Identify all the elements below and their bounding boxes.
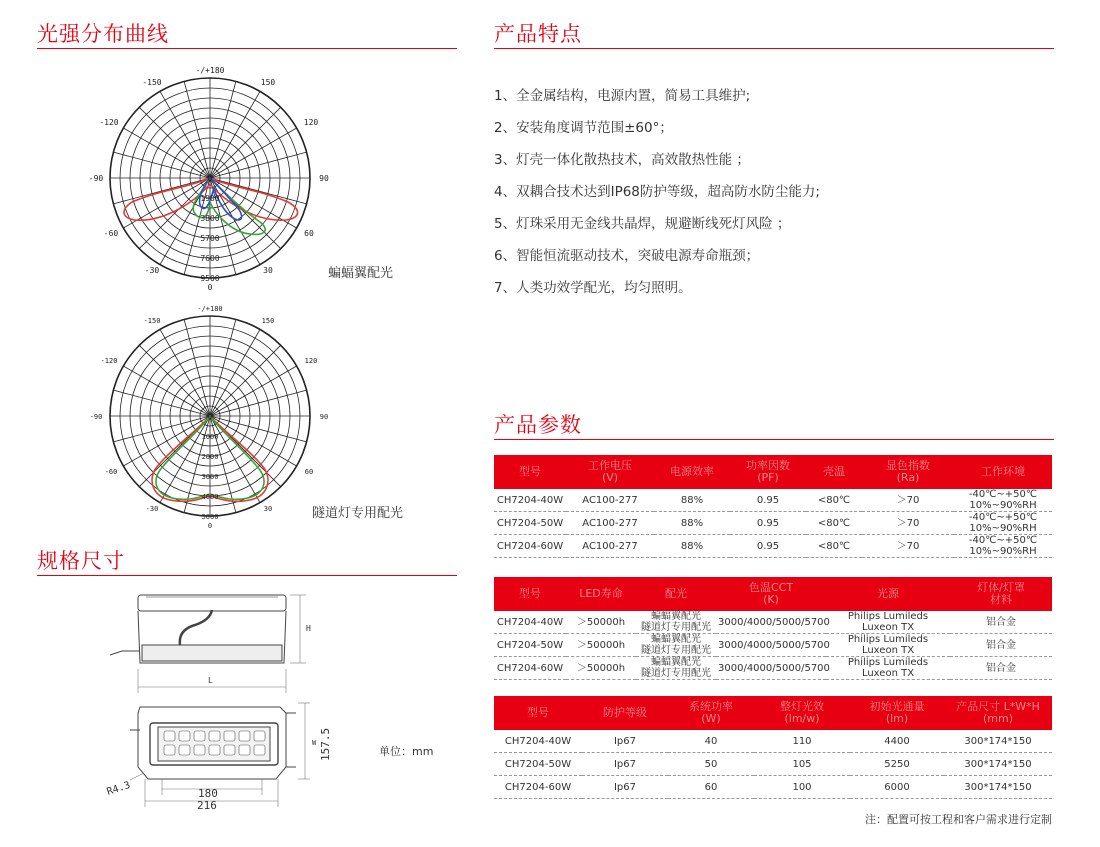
polar-caption-batwing: 蝙蝠翼配光 xyxy=(328,266,394,281)
table-header-cell: 型号 xyxy=(494,696,582,730)
table-cell: 300*174*150 xyxy=(944,753,1052,776)
table-cell: 50 xyxy=(668,753,754,776)
polar-ring-label: 1900 xyxy=(200,194,220,203)
table-cell: CH7204-60W xyxy=(494,657,566,680)
led-module xyxy=(194,731,205,741)
table-row xyxy=(494,776,1052,799)
polar-angle-label: 120 xyxy=(303,118,319,127)
polar-diagram-tunnel xyxy=(89,305,330,545)
polar-center-label: 0 xyxy=(207,174,213,183)
polar-angle-label: 150 xyxy=(261,317,275,325)
table-cell: Philips Lumileds Luxeon TX xyxy=(826,657,950,680)
polar-angle-label: 0 xyxy=(207,522,213,530)
table-header-cell: 电源效率 xyxy=(654,455,730,489)
table-cell: 88% xyxy=(654,512,730,535)
polar-spoke xyxy=(123,128,210,178)
polar-spoke xyxy=(210,128,297,178)
footnote: 注：配置可按工程和客户需求进行定制 xyxy=(865,813,1052,826)
table-header-cell: LED寿命 xyxy=(566,577,636,611)
table-header-cell: 灯体/灯罩 材料 xyxy=(950,577,1052,611)
table-header-row xyxy=(494,455,1052,489)
table-row xyxy=(494,634,1052,657)
table-cell: AC100-277 xyxy=(566,512,654,535)
polar-diagram-batwing xyxy=(90,62,330,297)
table-cell: AC100-277 xyxy=(566,489,654,512)
polar-ring-label: 5700 xyxy=(200,234,220,243)
polar-ring-label: 5000 xyxy=(201,513,219,521)
dim-h-label: H xyxy=(306,624,311,633)
dimension-drawing xyxy=(100,585,340,815)
table-cell: 300*174*150 xyxy=(944,730,1052,753)
table-row xyxy=(494,512,1052,535)
dim-w-label: W xyxy=(312,739,317,747)
table-cell: 4400 xyxy=(850,730,944,753)
polar-spoke xyxy=(210,178,307,204)
feature-item: 4、双耦合技术达到IP68防护等级，超高防水防尘能力; xyxy=(494,184,820,200)
dim-180: 180 xyxy=(198,787,218,800)
polar-angle-label: 30 xyxy=(263,266,273,275)
table-cell: CH7204-50W xyxy=(494,753,582,776)
param-table-performance xyxy=(494,696,1052,799)
table-cell: CH7204-50W xyxy=(494,634,566,657)
table-cell: 40 xyxy=(668,730,754,753)
polar-spoke xyxy=(210,390,307,416)
table-cell: <80℃ xyxy=(806,512,862,535)
polar-angle-label: -150 xyxy=(142,78,162,87)
title-rule xyxy=(37,575,457,576)
table-cell: ＞50000h xyxy=(566,611,636,634)
polar-spoke xyxy=(210,91,260,178)
dim-radius: R4.3 xyxy=(105,779,132,798)
polar-angle-label: 90 xyxy=(319,174,329,183)
table-header-cell: 光源 xyxy=(826,577,950,611)
polar-angle-label: 60 xyxy=(304,229,314,238)
polar-angle-label: -60 xyxy=(104,468,118,476)
polar-angle-label: -90 xyxy=(89,413,103,421)
polar-spoke xyxy=(210,329,260,416)
polar-angle-label: -30 xyxy=(145,505,159,513)
top-view xyxy=(130,703,310,807)
polar-spoke xyxy=(210,416,307,442)
table-cell: 铝合金 xyxy=(950,657,1052,680)
param-table-electrical xyxy=(494,455,1052,558)
table-cell: 铝合金 xyxy=(950,611,1052,634)
table-cell: 60 xyxy=(668,776,754,799)
table-cell: CH7204-40W xyxy=(494,611,566,634)
feature-item: 5、灯珠采用无金线共晶焊，规避断线死灯风险 ； xyxy=(494,216,791,232)
section-title-params: 产品参数 xyxy=(494,413,582,437)
led-module xyxy=(194,745,205,755)
polar-spoke xyxy=(123,366,210,416)
polar-spoke xyxy=(113,416,210,442)
polar-spoke xyxy=(210,81,236,178)
table-header-row xyxy=(494,696,1052,730)
led-module xyxy=(239,745,250,755)
led-module xyxy=(164,731,175,741)
table-cell: 100 xyxy=(754,776,850,799)
table-cell: 5250 xyxy=(850,753,944,776)
dim-1575: 157.5 xyxy=(319,727,332,761)
table-cell: CH7204-60W xyxy=(494,535,566,558)
table-cell: ＞70 xyxy=(862,489,954,512)
param-table-optical xyxy=(494,577,1052,680)
table-cell: 3000/4000/5000/5700 xyxy=(716,657,826,680)
table-cell: CH7204-50W xyxy=(494,512,566,535)
led-module xyxy=(209,745,220,755)
table-cell: ＞70 xyxy=(862,512,954,535)
table-cell: AC100-277 xyxy=(566,535,654,558)
table-header-cell: 显色指数 (Ra) xyxy=(862,455,954,489)
table-header-cell: 工作电压 (V) xyxy=(566,455,654,489)
unit-label: 单位：mm xyxy=(379,745,434,758)
table-header-cell: 壳温 xyxy=(806,455,862,489)
table-row xyxy=(494,611,1052,634)
polar-center-label: 0 xyxy=(207,413,213,421)
dim-l-label: L xyxy=(208,676,213,685)
polar-spoke xyxy=(123,416,210,466)
polar-ring-label: 3000 xyxy=(201,473,219,481)
led-module xyxy=(224,731,235,741)
table-cell: Philips Lumileds Luxeon TX xyxy=(826,611,950,634)
table-cell: 0.95 xyxy=(730,489,806,512)
table-row xyxy=(494,657,1052,680)
table-cell: ＞50000h xyxy=(566,657,636,680)
table-cell: Philips Lumileds Luxeon TX xyxy=(826,634,950,657)
table-cell: ＞70 xyxy=(862,535,954,558)
feature-list xyxy=(494,80,820,304)
led-module xyxy=(179,745,190,755)
led-module xyxy=(164,745,175,755)
polar-angle-label: -150 xyxy=(143,317,161,325)
title-rule xyxy=(494,48,1054,49)
table-row xyxy=(494,753,1052,776)
polar-angle-label: 30 xyxy=(263,505,273,513)
polar-ring-label: 4000 xyxy=(201,493,219,501)
polar-ring-label: 7600 xyxy=(200,254,220,263)
table-header-cell: 工作环境 xyxy=(954,455,1052,489)
polar-ring-label: 1000 xyxy=(201,433,219,441)
table-cell: 3000/4000/5000/5700 xyxy=(716,634,826,657)
led-module xyxy=(254,745,265,755)
table-header-cell: 功率因数 (PF) xyxy=(730,455,806,489)
table-header-cell: 产品尺寸 L*W*H (mm) xyxy=(944,696,1052,730)
led-module xyxy=(224,745,235,755)
table-cell: CH7204-40W xyxy=(494,730,582,753)
table-header-cell: 型号 xyxy=(494,455,566,489)
table-cell: 300*174*150 xyxy=(944,776,1052,799)
polar-spoke xyxy=(113,390,210,416)
polar-spoke xyxy=(184,81,210,178)
led-module xyxy=(254,731,265,741)
table-cell: Ip67 xyxy=(582,730,668,753)
section-title-features: 产品特点 xyxy=(494,22,582,46)
polar-angle-label: -60 xyxy=(103,229,119,238)
table-cell: 3000/4000/5000/5700 xyxy=(716,611,826,634)
polar-angle-label: -120 xyxy=(100,357,118,365)
polar-spoke xyxy=(160,329,210,416)
led-module xyxy=(179,731,190,741)
polar-angle-label: 150 xyxy=(260,78,276,87)
polar-ring-label: 2000 xyxy=(201,453,219,461)
table-cell: <80℃ xyxy=(806,535,862,558)
table-cell: -40℃~+50℃ 10%~90%RH xyxy=(954,489,1052,512)
polar-angle-label: 60 xyxy=(304,468,314,476)
table-cell: <80℃ xyxy=(806,489,862,512)
section-title-distribution: 光强分布曲线 xyxy=(37,22,169,46)
polar-spoke xyxy=(210,319,236,416)
polar-angle-label: 0 xyxy=(207,283,213,292)
table-cell: CH7204-40W xyxy=(494,489,566,512)
table-cell: 0.95 xyxy=(730,512,806,535)
table-cell: 蝙蝠翼配光 隧道灯专用配光 xyxy=(636,657,716,680)
table-cell: 105 xyxy=(754,753,850,776)
table-cell: Ip67 xyxy=(582,776,668,799)
dim-216: 216 xyxy=(197,799,217,812)
polar-spoke xyxy=(210,366,297,416)
table-cell: ＞50000h xyxy=(566,634,636,657)
feature-item: 6、智能恒流驱动技术，突破电源寿命瓶颈； xyxy=(494,248,760,264)
table-cell: CH7204-60W xyxy=(494,776,582,799)
table-cell: 0.95 xyxy=(730,535,806,558)
feature-item: 2、安装角度调节范围±60°； xyxy=(494,120,673,136)
polar-ring-label: 9500 xyxy=(200,274,220,283)
polar-angle-label: -120 xyxy=(99,118,119,127)
title-rule xyxy=(494,439,1054,440)
table-cell: 蝙蝠翼配光 隧道灯专用配光 xyxy=(636,634,716,657)
polar-spoke xyxy=(184,319,210,416)
polar-angle-label: -90 xyxy=(88,174,104,183)
table-cell: -40℃~+50℃ 10%~90%RH xyxy=(954,535,1052,558)
polar-ring-label: 3800 xyxy=(200,214,220,223)
table-row xyxy=(494,730,1052,753)
table-cell: 6000 xyxy=(850,776,944,799)
table-header-cell: 初始光通量 (lm) xyxy=(850,696,944,730)
feature-item: 3、灯壳一体化散热技术，高效散热性能 ； xyxy=(494,152,750,168)
section-title-dimensions: 规格尺寸 xyxy=(37,549,125,573)
led-module xyxy=(209,731,220,741)
feature-item: 1、全金属结构，电源内置，简易工具维护; xyxy=(494,88,751,104)
polar-spoke xyxy=(210,416,297,466)
polar-caption-tunnel: 隧道灯专用配光 xyxy=(312,506,404,521)
table-header-cell: 配光 xyxy=(636,577,716,611)
table-cell: 蝙蝠翼配光 隧道灯专用配光 xyxy=(636,611,716,634)
table-cell: 88% xyxy=(654,489,730,512)
led-module xyxy=(239,731,250,741)
polar-angle-label: 90 xyxy=(319,413,329,421)
table-cell: -40℃~+50℃ 10%~90%RH xyxy=(954,512,1052,535)
table-row xyxy=(494,489,1052,512)
table-header-cell: 防护等级 xyxy=(582,696,668,730)
table-header-cell: 型号 xyxy=(494,577,566,611)
table-header-cell: 整灯光效 (lm/w) xyxy=(754,696,850,730)
polar-spoke xyxy=(113,152,210,178)
table-cell: Ip67 xyxy=(582,753,668,776)
polar-spoke xyxy=(210,152,307,178)
table-cell: 88% xyxy=(654,535,730,558)
polar-angle-label: -/+180 xyxy=(197,305,223,313)
table-row xyxy=(494,535,1052,558)
polar-angle-label: -30 xyxy=(144,266,160,275)
table-header-cell: 系统功率 (W) xyxy=(668,696,754,730)
table-header-row xyxy=(494,577,1052,611)
table-cell: 110 xyxy=(754,730,850,753)
table-cell: 铝合金 xyxy=(950,634,1052,657)
polar-spoke xyxy=(160,91,210,178)
feature-item: 7、人类功效学配光，均匀照明。 xyxy=(494,280,692,296)
table-header-cell: 色温CCT (K) xyxy=(716,577,826,611)
polar-angle-label: 120 xyxy=(304,357,318,365)
polar-angle-label: -/+180 xyxy=(195,66,225,75)
title-rule xyxy=(37,48,457,49)
